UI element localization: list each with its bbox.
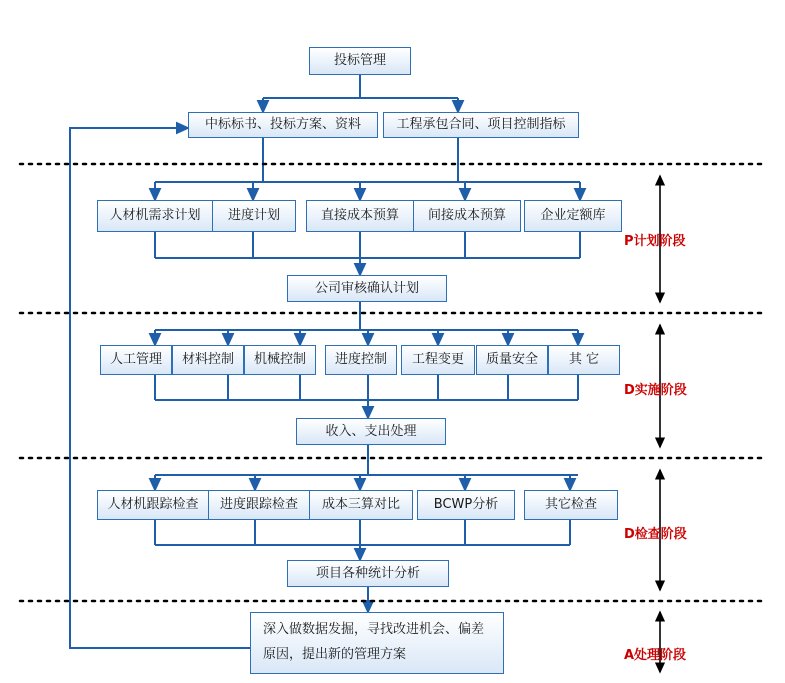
node-do-labor-management[interactable] [100, 345, 172, 375]
node-do-quality-safety[interactable] [476, 345, 548, 375]
node-company-plan-review[interactable] [287, 275, 447, 302]
node-check-bcwp-analysis[interactable] [417, 490, 515, 520]
node-label: 深入做数据发掘，寻找改进机会、偏差原因，提出新的管理方案 [263, 622, 485, 662]
node-label: 人材机跟踪检查 [107, 497, 199, 513]
node-check-schedule-tracking[interactable] [208, 490, 310, 520]
node-plan-schedule[interactable] [212, 200, 296, 232]
phase-text: D检查阶段 [624, 527, 687, 542]
node-act-improvement-plan[interactable] [250, 612, 504, 674]
node-do-machinery-control[interactable] [244, 345, 316, 375]
node-label: 材料控制 [181, 352, 234, 368]
node-check-resource-tracking[interactable] [97, 490, 209, 520]
node-label: 其 它 [568, 352, 600, 368]
node-bid-management[interactable] [309, 47, 411, 75]
node-do-others[interactable] [548, 345, 620, 375]
node-label: 进度跟踪检查 [219, 497, 298, 513]
phase-text: A处理阶段 [624, 648, 687, 663]
node-label: 进度控制 [334, 352, 387, 368]
node-label: 直接成本预算 [320, 208, 399, 224]
node-plan-indirect-cost-budget[interactable] [413, 200, 521, 232]
node-check-other-inspections[interactable] [524, 490, 618, 520]
node-do-engineering-change[interactable] [401, 345, 475, 375]
phase-text: D实施阶段 [624, 383, 687, 398]
node-label: 进度计划 [227, 208, 280, 224]
phase-label-plan [624, 230, 686, 249]
node-label: 工程承包合同、项目控制指标 [396, 117, 566, 133]
node-label: 机械控制 [253, 352, 306, 368]
node-label: 人工管理 [109, 352, 162, 368]
node-label: 企业定额库 [540, 208, 606, 224]
node-plan-resource-demand[interactable] [97, 200, 213, 232]
phase-text: P计划阶段 [624, 234, 686, 249]
node-label: 人材机需求计划 [109, 208, 201, 224]
node-project-statistical-analysis[interactable] [287, 560, 449, 587]
node-label: 质量安全 [485, 352, 538, 368]
phase-label-do [624, 379, 687, 398]
phase-label-act [624, 644, 686, 663]
node-do-schedule-control[interactable] [325, 345, 397, 375]
node-label: 投标管理 [333, 53, 386, 69]
node-label: 其它检查 [544, 497, 597, 513]
node-label: 工程变更 [411, 352, 464, 368]
node-label: 中标标书、投标方案、资料 [204, 117, 361, 133]
node-contract-indicators[interactable] [383, 112, 579, 138]
node-label: 成本三算对比 [321, 497, 400, 513]
node-label: 公司审核确认计划 [314, 280, 419, 296]
node-label: 项目各种统计分析 [315, 565, 420, 581]
phase-label-check [624, 523, 687, 542]
node-do-material-control[interactable] [172, 345, 244, 375]
node-label: 收入、支出处理 [325, 423, 417, 439]
node-label: BCWP分析 [433, 497, 499, 513]
node-label: 间接成本预算 [427, 208, 506, 224]
node-income-expense-processing[interactable] [296, 418, 446, 445]
node-plan-direct-cost-budget[interactable] [306, 200, 414, 232]
node-check-cost-three-way-comparison[interactable] [309, 490, 413, 520]
node-bid-documents[interactable] [188, 112, 378, 138]
node-plan-enterprise-quota-library[interactable] [524, 200, 622, 232]
